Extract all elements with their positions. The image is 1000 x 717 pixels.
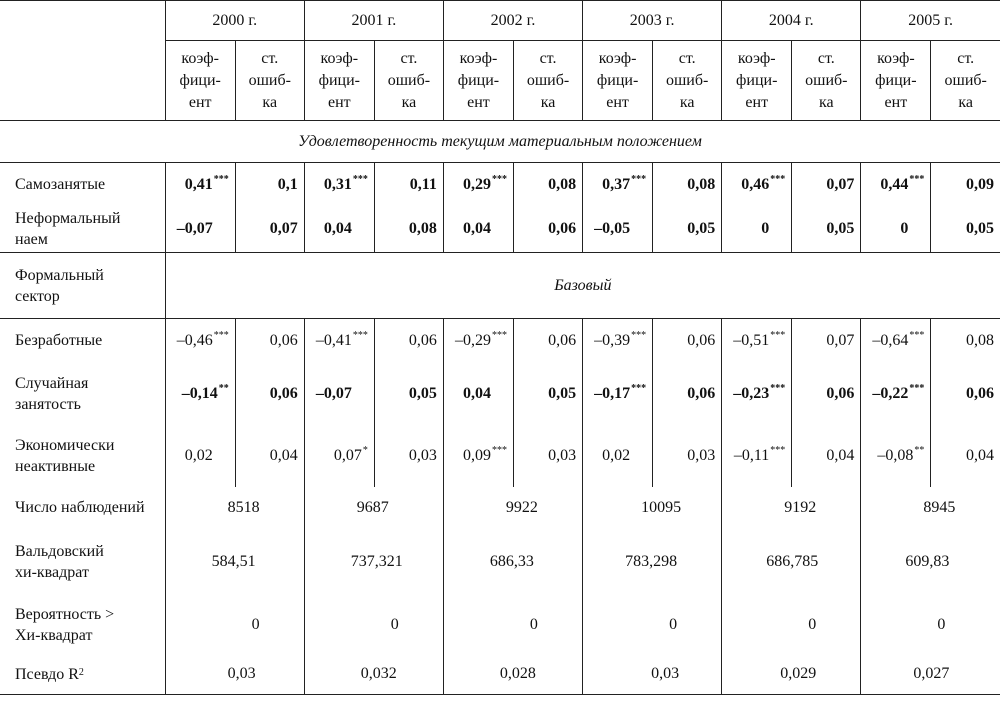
std-error-cell: 0,05 (513, 363, 582, 425)
summary-value: 0 (165, 595, 304, 655)
header-corner (0, 1, 165, 121)
summary-value: 783,298 (583, 529, 722, 595)
coefficient-cell: 0,31*** (304, 163, 374, 207)
std-error-cell: 0,1 (235, 163, 304, 207)
row-label: Случайная занятость (15, 374, 89, 413)
std-error-cell: 0,06 (931, 363, 1000, 425)
year-header: 2001 г. (304, 1, 443, 41)
std-error-cell: 0,06 (653, 363, 722, 425)
std-error-header: ст. ошиб- ка (235, 41, 304, 121)
significance-stars: *** (631, 382, 647, 394)
std-error-cell: 0,07 (792, 163, 861, 207)
significance-stars: *** (213, 173, 229, 185)
std-error-header: ст. ошиб- ка (931, 41, 1000, 121)
std-error-cell: 0,07 (235, 207, 304, 253)
std-error-cell: 0,11 (374, 163, 443, 207)
table-row (0, 207, 1000, 253)
coefficient-cell: 0,02 (583, 425, 653, 487)
summary-value: 0 (304, 595, 443, 655)
table-row (0, 253, 1000, 319)
significance-stars: *** (909, 173, 925, 185)
year-header: 2004 г. (722, 1, 861, 41)
row-label: Число наблюдений (15, 499, 145, 516)
base-category-label: Базовый (165, 253, 1000, 319)
significance-stars: *** (631, 173, 647, 185)
coefficient-cell: 0,37*** (583, 163, 653, 207)
summary-row (0, 595, 1000, 655)
coefficient-cell: 0,04 (443, 207, 513, 253)
significance-stars: ** (218, 382, 229, 394)
coefficient-cell: –0,11*** (722, 425, 792, 487)
significance-stars: *** (352, 329, 368, 341)
row-label: Вероятность > Хи-квадрат (15, 605, 115, 644)
std-error-header: ст. ошиб- ка (374, 41, 443, 121)
std-error-cell: 0,05 (653, 207, 722, 253)
std-error-cell: 0,06 (374, 319, 443, 363)
std-error-header: ст. ошиб- ка (792, 41, 861, 121)
year-header: 2000 г. (165, 1, 304, 41)
summary-value: 0,032 (304, 655, 443, 695)
summary-value: 8945 (861, 487, 1000, 529)
year-header: 2005 г. (861, 1, 1000, 41)
summary-row (0, 487, 1000, 529)
section-title: Удовлетворенность текущим материальным положением (0, 121, 1000, 163)
significance-stars: *** (770, 329, 786, 341)
significance-stars: *** (631, 329, 647, 341)
coefficient-cell: 0,04 (443, 363, 513, 425)
significance-stars: *** (909, 382, 925, 394)
significance-stars: *** (491, 173, 507, 185)
std-error-cell: 0,03 (374, 425, 443, 487)
summary-value: 0 (583, 595, 722, 655)
std-error-cell: 0,06 (513, 319, 582, 363)
coefficient-cell: 0,04 (304, 207, 374, 253)
summary-value: 0,03 (583, 655, 722, 695)
significance-stars: *** (770, 444, 786, 456)
coefficient-cell: 0,07* (304, 425, 374, 487)
significance-stars: ** (914, 444, 925, 456)
coefficient-cell: 0 (722, 207, 792, 253)
summary-value: 8518 (165, 487, 304, 529)
std-error-cell: 0,05 (931, 207, 1000, 253)
std-error-cell: 0,07 (792, 319, 861, 363)
coefficient-cell: –0,23*** (722, 363, 792, 425)
summary-value: 9687 (304, 487, 443, 529)
coefficient-cell: –0,39*** (583, 319, 653, 363)
significance-stars: * (362, 444, 368, 456)
coefficient-cell: 0,29*** (443, 163, 513, 207)
std-error-header: ст. ошиб- ка (513, 41, 582, 121)
std-error-cell: 0,06 (653, 319, 722, 363)
significance-stars: *** (770, 382, 786, 394)
summary-value: 0 (722, 595, 861, 655)
summary-row (0, 655, 1000, 695)
table-row (0, 319, 1000, 363)
coefficient-cell: –0,64*** (861, 319, 931, 363)
summary-value: 0,03 (165, 655, 304, 695)
coefficient-cell: 0,02 (165, 425, 235, 487)
coefficient-cell: –0,41*** (304, 319, 374, 363)
summary-value: 0,028 (443, 655, 582, 695)
coefficient-cell: 0,09*** (443, 425, 513, 487)
std-error-cell: 0,09 (931, 163, 1000, 207)
coefficient-cell: –0,46*** (165, 319, 235, 363)
coefficient-cell: –0,51*** (722, 319, 792, 363)
table-row (0, 425, 1000, 487)
row-label: Вальдовский хи-квадрат (15, 542, 104, 581)
coefficient-header: коэф- фици- ент (443, 41, 513, 121)
std-error-cell: 0,04 (235, 425, 304, 487)
coefficient-cell: –0,14** (165, 363, 235, 425)
coefficient-header: коэф- фици- ент (583, 41, 653, 121)
std-error-cell: 0,05 (374, 363, 443, 425)
std-error-cell: 0,06 (235, 319, 304, 363)
std-error-cell: 0,08 (374, 207, 443, 253)
coefficient-header: коэф- фици- ент (165, 41, 235, 121)
year-header: 2003 г. (583, 1, 722, 41)
summary-value: 737,321 (304, 529, 443, 595)
row-label: Формальный сектор (0, 253, 165, 319)
std-error-cell: 0,06 (792, 363, 861, 425)
row-label: Псевдо $R^2$ (0, 655, 165, 695)
row-label: Неформальный наем (0, 207, 165, 253)
summary-value: 9192 (722, 487, 861, 529)
coefficient-cell: –0,22*** (861, 363, 931, 425)
summary-value: 10095 (583, 487, 722, 529)
summary-value: 9922 (443, 487, 582, 529)
std-error-cell: 0,06 (513, 207, 582, 253)
coefficient-cell: 0,41*** (165, 163, 235, 207)
significance-stars: *** (491, 329, 507, 341)
coefficient-cell: –0,17*** (583, 363, 653, 425)
std-error-cell: 0,03 (513, 425, 582, 487)
summary-value: 609,83 (861, 529, 1000, 595)
coefficient-cell: 0 (861, 207, 931, 253)
year-header: 2002 г. (443, 1, 582, 41)
std-error-cell: 0,08 (931, 319, 1000, 363)
summary-value: 0,027 (861, 655, 1000, 695)
row-label: Самозанятые (15, 176, 106, 194)
significance-stars: *** (213, 329, 229, 341)
std-error-cell: 0,04 (792, 425, 861, 487)
summary-value: 686,785 (722, 529, 861, 595)
table-row (0, 363, 1000, 425)
coefficient-header: коэф- фици- ент (861, 41, 931, 121)
coefficient-cell: –0,07 (165, 207, 235, 253)
significance-stars: *** (491, 444, 507, 456)
coefficient-cell: 0,44*** (861, 163, 931, 207)
std-error-cell: 0,04 (931, 425, 1000, 487)
coefficient-cell: –0,08** (861, 425, 931, 487)
coefficient-header: коэф- фици- ент (304, 41, 374, 121)
std-error-header: ст. ошиб- ка (653, 41, 722, 121)
summary-value: 0 (443, 595, 582, 655)
std-error-cell: 0,08 (653, 163, 722, 207)
coefficient-cell: –0,07 (304, 363, 374, 425)
coefficient-cell: –0,05 (583, 207, 653, 253)
summary-value: 686,33 (443, 529, 582, 595)
significance-stars: *** (770, 173, 786, 185)
std-error-cell: 0,06 (235, 363, 304, 425)
std-error-cell: 0,08 (513, 163, 582, 207)
summary-value: 0 (861, 595, 1000, 655)
row-label: Экономически неактивные (15, 436, 115, 475)
std-error-cell: 0,03 (653, 425, 722, 487)
coefficient-cell: 0,46*** (722, 163, 792, 207)
summary-value: 0,029 (722, 655, 861, 695)
coefficient-cell: –0,29*** (443, 319, 513, 363)
significance-stars: *** (352, 173, 368, 185)
significance-stars: *** (909, 329, 925, 341)
coefficient-header: коэф- фици- ент (722, 41, 792, 121)
table-row (0, 163, 1000, 207)
summary-row (0, 529, 1000, 595)
std-error-cell: 0,05 (792, 207, 861, 253)
row-label: Безработные (15, 332, 103, 350)
summary-value: 584,51 (165, 529, 304, 595)
